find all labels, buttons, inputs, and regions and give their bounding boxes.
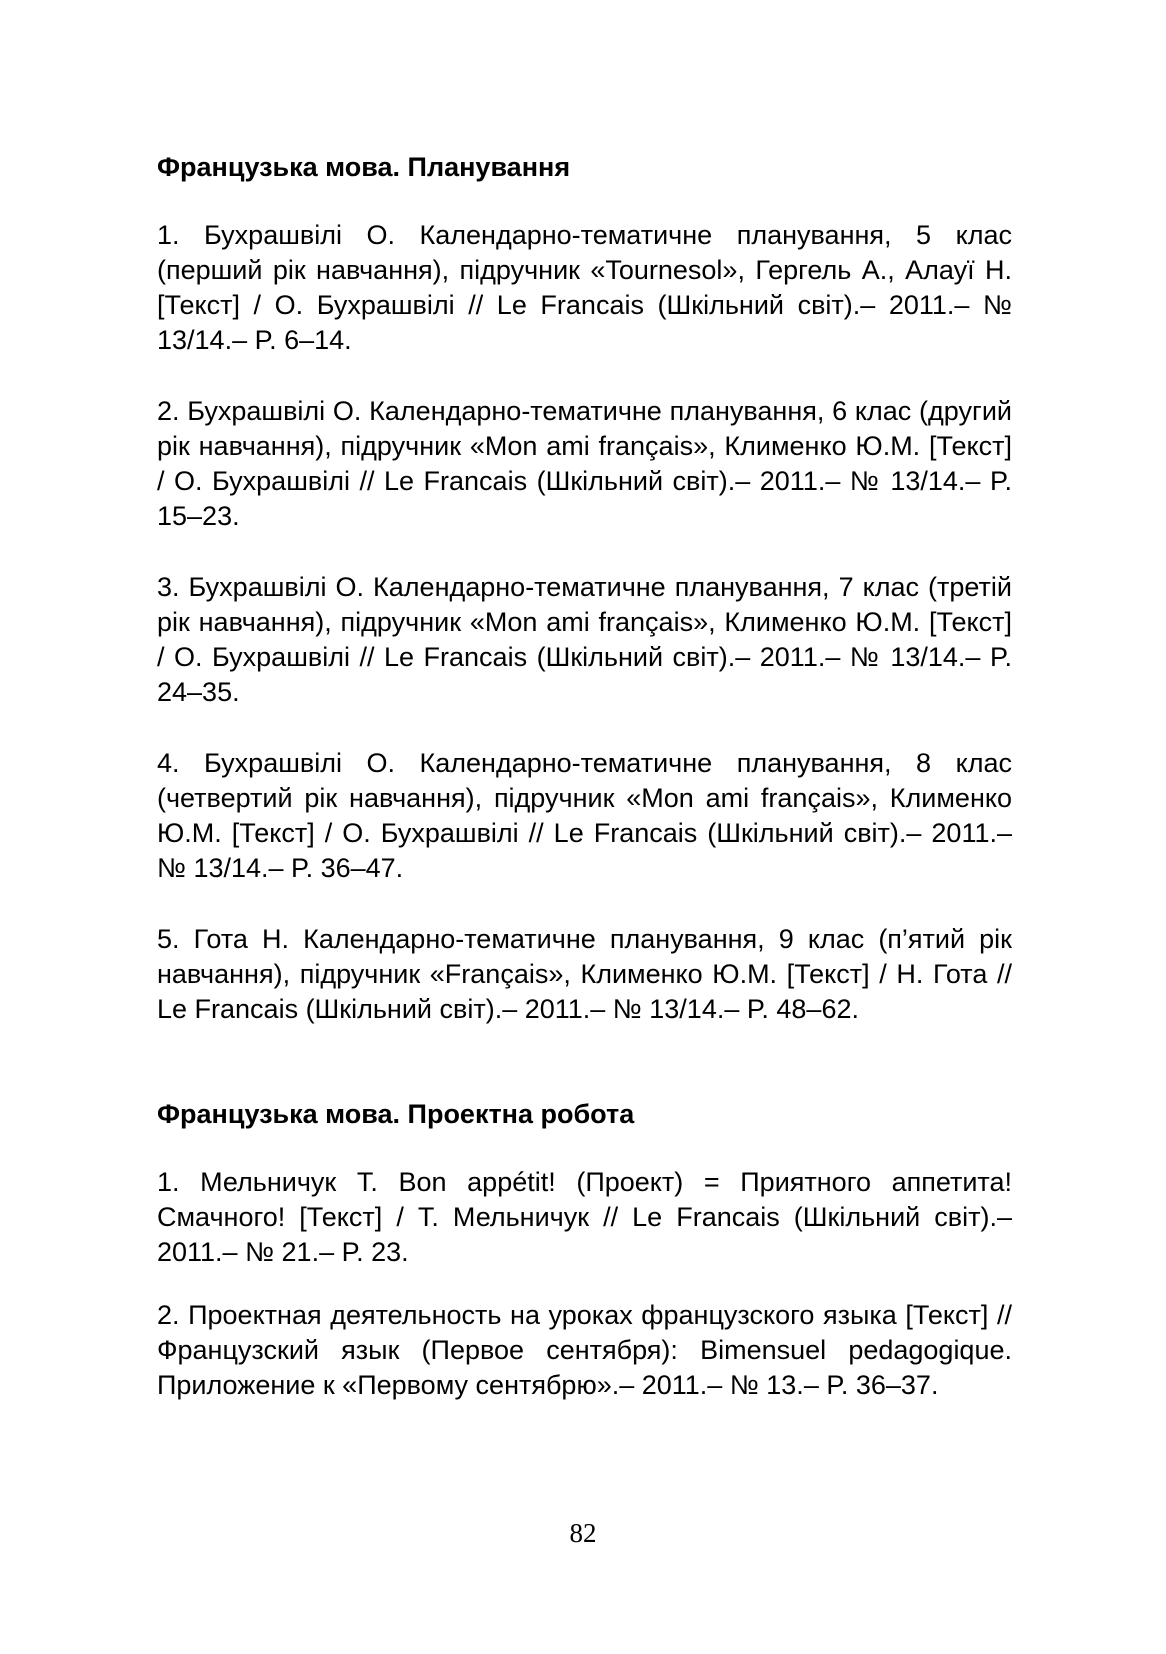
bibliography-entry: 3. Бухрашвілі О. Календарно-тематичне планування, 7 клас (третій рік навчання), підручник «Mon ami français», Клименко Ю.М. [Текст] / О. Бухрашвілі // Le Francais (Шкільний світ).– 2011.– № 13/14.– P. 24–35. [157,572,1012,707]
page-content [157,150,1012,1431]
bibliography-entry: 4. Бухрашвілі О. Календарно-тематичне планування, 8 клас (четвертий рік навчання), підручник «Mon ami français», Клименко Ю.М. [Текст] / О. Бухрашвілі // Le Francais (Шкільний світ).– 2011.– № 13/14.– P. 36–47. [157,748,1012,883]
page-number: 82 [569,1518,597,1548]
bibliography-entry: 2. Бухрашвілі О. Календарно-тематичне планування, 6 клас (другий рік навчання), підручник «Mon ami français», Клименко Ю.М. [Текст] / О. Бухрашвілі // Le Francais (Шкільний світ).– 2011.– № 13/14.– P. 15–23. [157,396,1012,531]
section-heading-planning: Французька мова. Планування [157,152,571,182]
bibliography-entry: 1. Мельничук Т. Bon appétit! (Проект) = Приятного аппетита! Смачного! [Текст] / Т. Мельничук // Le Francais (Шкільний світ).– 2011.– № 21.– P. 23. [157,1167,1012,1267]
bibliography-entry: 5. Гота Н. Календарно-тематичне планування, 9 клас (п’ятий рік навчання), підручник «Français», Клименко Ю.М. [Текст] / Н. Гота // Le Francais (Шкільний світ).– 2011.– № 13/14.– P. 48–62. [157,924,1012,1024]
bibliography-entry: 1. Бухрашвілі О. Календарно-тематичне планування, 5 клас (перший рік навчання), підручник «Tournesol», Гергель А., Алауї Н. [Текст] / О. Бухрашвілі // Le Francais (Шкільний світ).– 2011.– № 13/14.– P. 6–14. [157,220,1012,355]
bibliography-entry: 2. Проектная деятельность на уроках французского языка [Текст] // Французский язык (Первое сентября): Bimensuel pedagogique. Приложение к «Первому сентябрю».– 2011.– № 13.– P. 36–37. [157,1300,1012,1400]
section-heading-project-work: Французька мова. Проектна робота [157,1099,635,1129]
